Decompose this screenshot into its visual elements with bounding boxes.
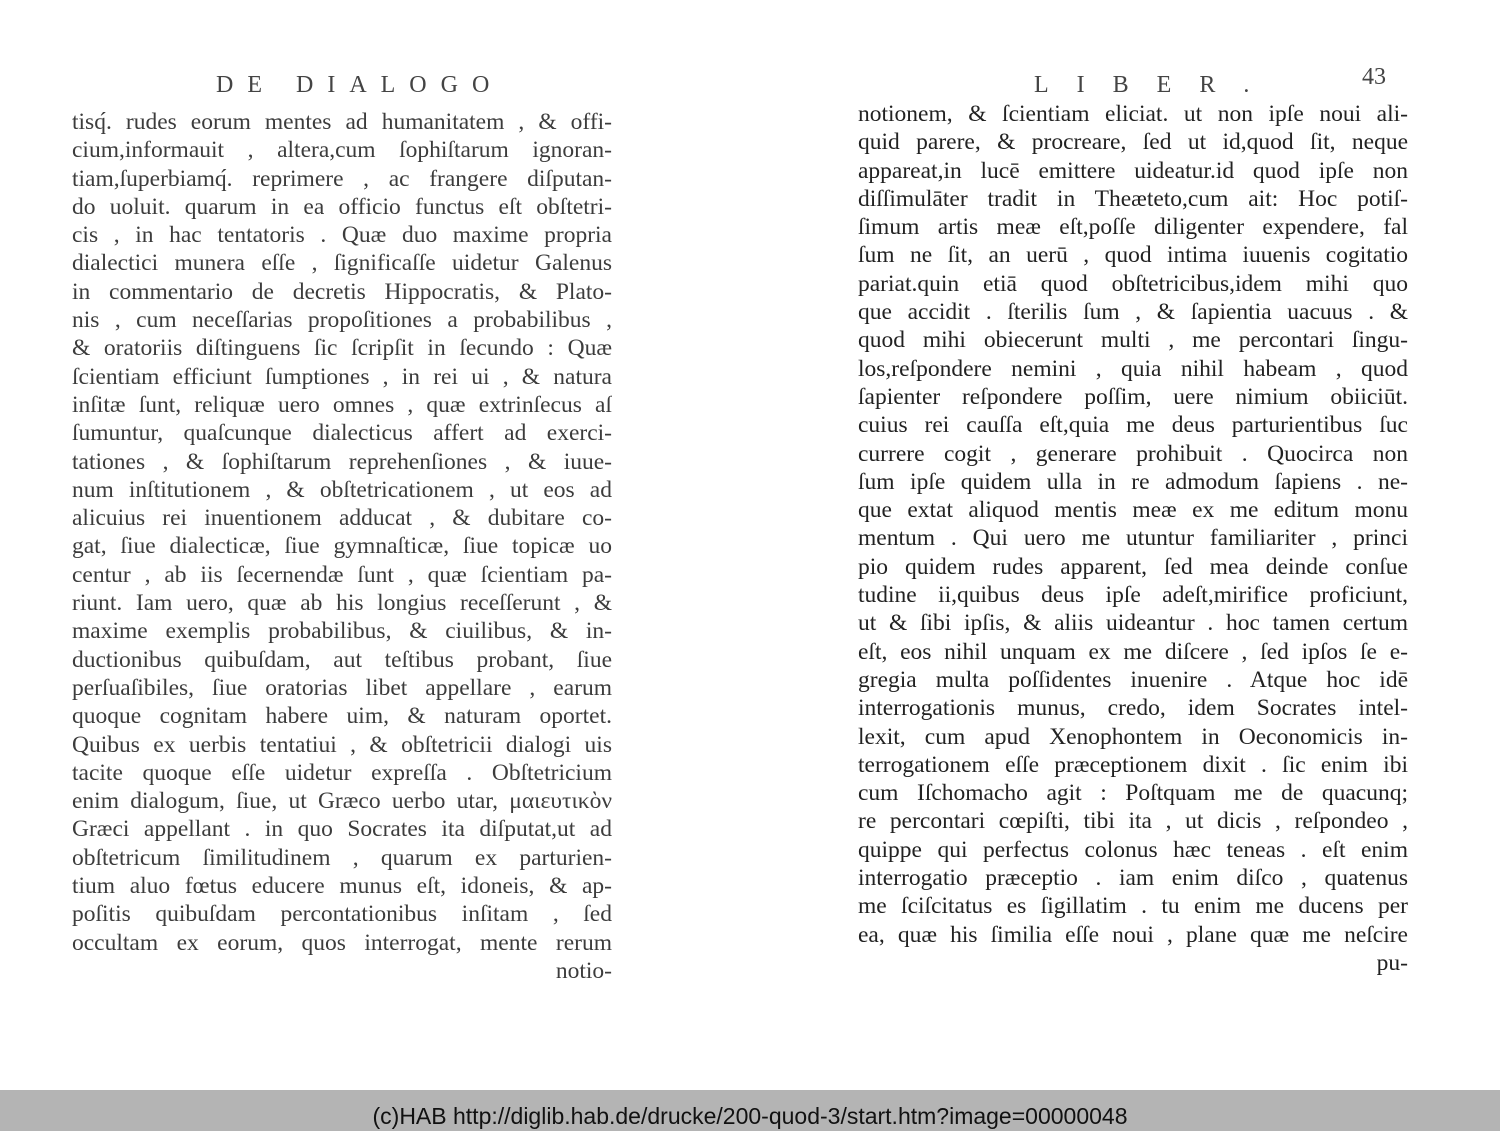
text-line: que extat aliquod mentis meæ ex me editum monu bbox=[858, 497, 1408, 524]
text-line: ſcientiam efficiunt ſumptiones , in rei ui , & natura bbox=[72, 363, 612, 390]
text-line: appareat,in lucē emittere uideatur.id quod ipſe non bbox=[858, 157, 1408, 184]
text-line: tationes , & ſophiſtarum reprehenſiones , & iuue- bbox=[72, 448, 612, 475]
text-line: nis , cum neceſſarias propoſitiones a probabilibus , bbox=[72, 307, 612, 334]
text-line: riunt. Iam uero, quæ ab his longius receſſerunt , & bbox=[72, 590, 612, 617]
text-line: cum Iſchomacho agit : Poſtquam me de quacunq; bbox=[858, 780, 1408, 807]
text-line: ſum ipſe quidem ulla in re admodum ſapiens . ne- bbox=[858, 468, 1408, 495]
text-line: cuius rei cauſſa eſt,quia me deus parturientibus ſuc bbox=[858, 412, 1408, 439]
text-line: obſtetricum ſimilitudinem , quarum ex parturien- bbox=[72, 844, 612, 871]
text-line: que accidit . ſterilis ſum , & ſapientia uacuus . & bbox=[858, 299, 1408, 326]
text-line: Quibus ex uerbis tentatiui , & obſtetricii dialogi uis bbox=[72, 731, 612, 758]
text-line: re percontari cœpiſti, tibi ita , ut dicis , reſpondeo , bbox=[858, 808, 1408, 835]
text-line: ſumuntur, quaſcunque dialecticus affert ad exerci- bbox=[72, 420, 612, 447]
text-line: me ſciſcitatus es ſigillatim . tu enim me ducens per bbox=[858, 893, 1408, 920]
right-running-head: LIBER. bbox=[1034, 72, 1278, 98]
text-line: interrogatio præceptio . iam enim diſco , quatenus bbox=[858, 865, 1408, 892]
right-text-block bbox=[858, 100, 1408, 977]
text-line: gregia multa poſſidentes inuenire . Atque hoc idē bbox=[858, 666, 1408, 693]
text-line: quod mihi obiecerunt multi , me percontari ſingu- bbox=[858, 327, 1408, 354]
footer-credit-bar bbox=[0, 1090, 1500, 1131]
text-line: mentum . Qui uero me utuntur familiariter , princi bbox=[858, 525, 1408, 552]
text-line: tiam,ſuperbiamq́. reprimere , ac frangere diſputan- bbox=[72, 165, 612, 192]
text-line: interrogationis munus, credo, idem Socrates intel- bbox=[858, 695, 1408, 722]
text-line: ductionibus quibuſdam, aut teſtibus probant, ſiue bbox=[72, 646, 612, 673]
text-line: quoque cognitam habere uim, & naturam oportet. bbox=[72, 703, 612, 730]
text-line: los,reſpondere nemini , quia nihil habeam , quod bbox=[858, 355, 1408, 382]
text-line: quippe qui perfectus colonus hæc teneas . eſt enim bbox=[858, 836, 1408, 863]
text-line: alicuius rei inuentionem adducat , & dubitare co- bbox=[72, 505, 612, 532]
text-line: maxime exemplis probabilibus, & ciuilibus, & in- bbox=[72, 618, 612, 645]
text-line: dialectici munera eſſe , ſignificaſſe uidetur Galenus bbox=[72, 250, 612, 277]
text-line: pariat.quin etiā quod obſtetricibus,idem mihi quo bbox=[858, 270, 1408, 297]
text-line: ſapienter reſpondere poſſim, uere nimium obiiciūt. bbox=[858, 383, 1408, 410]
left-catchword: notio- bbox=[555, 957, 612, 984]
text-line: notionem, & ſcientiam eliciat. ut non ipſe noui ali- bbox=[858, 101, 1408, 127]
text-line: ea, quæ his ſimilia eſſe noui , plane quæ me neſcire bbox=[858, 921, 1408, 948]
text-line: ſum ne ſit, an uerū , quod intima iuuenis cogitatio bbox=[858, 242, 1408, 269]
text-line: inſitæ ſunt, reliquæ uero omnes , quæ extrinſecus aſ bbox=[72, 391, 612, 418]
text-line: num inſtitutionem , & obſtetricationem , ut eos ad bbox=[72, 476, 612, 503]
text-line: ſimum artis meæ eſt,poſſe diligenter expendere, fal bbox=[858, 214, 1408, 241]
text-line: tudine ii,quibus deus ipſe adeſt,mirifice proficiunt, bbox=[858, 582, 1408, 609]
text-line: enim dialogum, ſiue, ut Græco uerbo utar, μαιευτικὸν bbox=[72, 788, 612, 815]
text-line: quid parere, & procreare, ſed ut id,quod ſit, neque bbox=[858, 129, 1408, 156]
text-line: occultam ex eorum, quos interrogat, mente rerum bbox=[72, 929, 612, 956]
left-running-head: DE DIALOGO bbox=[216, 72, 504, 98]
text-line: eſt, eos nihil unquam ex me diſcere , ſed ipſos ſe e- bbox=[858, 638, 1408, 665]
page-number: 43 bbox=[1362, 64, 1386, 90]
text-line: tacite quoque eſſe uidetur expreſſa . Obſtetricium bbox=[72, 759, 612, 786]
text-line: centur , ab iis ſecernendæ ſunt , quæ ſcientiam pa- bbox=[72, 561, 612, 588]
text-line: & oratoriis diſtinguens ſic ſcripſit in ſecundo : Quæ bbox=[72, 335, 612, 362]
text-line: diſſimulāter tradit in Theæteto,cum ait: Hoc potiſ- bbox=[858, 185, 1408, 212]
text-line: terrogationem eſſe præceptionem dixit . ſic enim ibi bbox=[858, 751, 1408, 778]
right-catchword: pu- bbox=[1376, 949, 1408, 976]
text-line: poſitis quibuſdam percontationibus inſitam , ſed bbox=[72, 901, 612, 928]
text-line: do uoluit. quarum in ea officio functus eſt obſtetri- bbox=[72, 193, 612, 220]
text-line: tisq́. rudes eorum mentes ad humanitatem , & offi- bbox=[72, 109, 612, 135]
text-line: pio quidem rudes apparent, ſed mea deinde conſue bbox=[858, 553, 1408, 580]
text-line: cis , in hac tentatoris . Quæ duo maxime propria bbox=[72, 222, 612, 249]
footer-credit-text: (c)HAB http://diglib.hab.de/drucke/200-quod-3/start.htm?image=00000048 bbox=[372, 1103, 1128, 1129]
text-line: cium,informauit , altera,cum ſophiſtarum ignoran- bbox=[72, 137, 612, 164]
text-line: gat, ſiue dialecticæ, ſiue gymnaſticæ, ſiue topicæ uo bbox=[72, 533, 612, 560]
text-line: in commentario de decretis Hippocratis, & Plato- bbox=[72, 278, 612, 305]
text-line: tium aluo fœtus educere munus eſt, idoneis, & ap- bbox=[72, 873, 612, 900]
text-line: currere cogit , generare prohibuit . Quocirca non bbox=[858, 440, 1408, 467]
text-line: ut & ſibi ipſis, & aliis uideantur . hoc tamen certum bbox=[858, 610, 1408, 637]
text-line: perſuaſibiles, ſiue oratorias libet appellare , earum bbox=[72, 674, 612, 701]
text-line: Græci appellant . in quo Socrates ita diſputat,ut ad bbox=[72, 816, 612, 843]
left-text-block bbox=[72, 108, 612, 985]
text-line: lexit, cum apud Xenophontem in Oeconomicis in- bbox=[858, 723, 1408, 750]
